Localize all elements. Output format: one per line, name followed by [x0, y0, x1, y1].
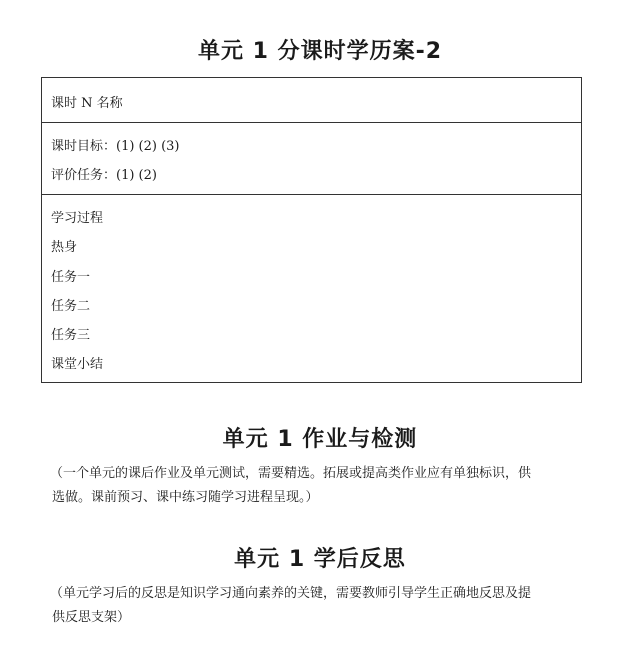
process-item-task-2: 任务二	[51, 299, 91, 314]
homework-note-line-2: 选做。课前预习、课中练习随学习进程呈现。）	[52, 490, 319, 505]
homework-note	[52, 462, 572, 510]
reflection-note-line-1: （单元学习后的反思是知识学习通向素养的关键，需要教师引导学生正确地反思及提	[50, 586, 532, 601]
lesson-name-cell	[42, 78, 581, 123]
process-item-learning-process: 学习过程	[51, 211, 104, 226]
section-title-homework: 单元 1 作业与检测	[222, 427, 418, 452]
homework-note-line-1: （一个单元的课后作业及单元测试，需要精选。拓展或提高类作业应有单独标识，供	[50, 466, 532, 481]
reflection-note-line-2: 供反思支架）	[52, 610, 131, 625]
section-title-reflection: 单元 1 学后反思	[234, 547, 406, 572]
learning-process-cell	[42, 195, 581, 382]
section-title-lesson-plan: 单元 1 分课时学历案-2	[197, 39, 443, 64]
lesson-plan-table	[41, 77, 582, 383]
process-item-task-1: 任务一	[51, 270, 91, 285]
lesson-name-text: 课时 N 名称	[51, 96, 123, 111]
evaluation-tasks-text: 评价任务：(1) (2)	[51, 168, 157, 183]
lesson-goals-text: 课时目标：(1) (2) (3)	[51, 139, 180, 154]
process-item-task-3: 任务三	[51, 328, 91, 343]
reflection-note	[52, 582, 572, 630]
process-item-warmup: 热身	[51, 240, 78, 255]
lesson-goals-cell	[42, 123, 581, 195]
process-item-summary: 课堂小结	[51, 357, 104, 372]
